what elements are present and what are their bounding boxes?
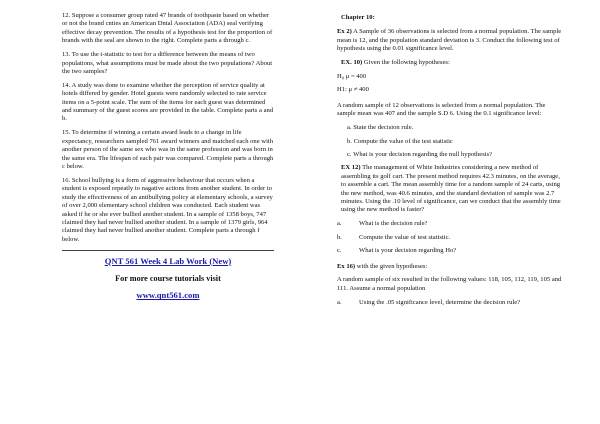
question-12: 12. Suppose a consumer group rated 47 brands of toothpaste based on whether or not the brand cnties an American Dntal Association (ADA) seal verifying effective decay prevention. The results of a hypothesis test for the proportion of brands with the seal are shown to the right. Complete parts a through c. bbox=[62, 12, 273, 45]
list-item bbox=[337, 234, 565, 242]
list-item-text: What is the decision rule? bbox=[359, 220, 428, 228]
tutorials-text: For more course tutorials visit bbox=[115, 274, 221, 284]
course-link-title[interactable]: QNT 561 Week 4 Lab Work (New) bbox=[104, 255, 232, 266]
question-16: 16. School bullying is a form of aggressive behaviour that occurs when a student is exposed repeatly to nagative actions from another student. In order to study the effectiveness of an antibullying policy at elementary schools, a survey of over 2,000 elementary school children was conducted. Each student was asked if he or she ever bullied another student. In a sample of 1358 boys, 747 claimed they had never bullied another student. In a sample of 1379 girls, 964 claimed they had never bullied another student. Complete parts a through f below. bbox=[62, 176, 273, 243]
list-item bbox=[337, 247, 565, 255]
null-hypothesis: H₀ μ = 400 bbox=[337, 73, 367, 81]
exercise-16-heading bbox=[337, 263, 565, 271]
list-item-label: c. bbox=[337, 247, 342, 255]
exercise-12-parts bbox=[337, 220, 565, 255]
list-item-label: a. bbox=[337, 220, 342, 228]
exercise-16-text: with the given hypotheses: bbox=[355, 262, 428, 270]
list-item bbox=[337, 220, 565, 228]
website-link[interactable]: www.qnt561.com bbox=[136, 290, 200, 301]
right-column bbox=[337, 12, 565, 312]
exercise-12-label: EX 12) bbox=[341, 164, 361, 172]
section-divider bbox=[62, 250, 274, 251]
list-item: a. State the decision rule. bbox=[347, 124, 414, 132]
exercise-16-body: A random sample of six resulted in the following values: 118, 105, 112, 119, 105 and 111. Assume a normal population bbox=[337, 276, 562, 292]
list-item: b. Compute the value of the test statistic bbox=[347, 137, 453, 145]
question-13: 13. To use the t-statistic to test for a difference between the means of two populations, what assumptions must be made about the two populations? About the two samples? bbox=[62, 51, 273, 75]
exercise-2 bbox=[337, 28, 565, 53]
chapter-heading: Chapter 10: bbox=[341, 14, 375, 21]
exercise-10-label: EX. 10) bbox=[341, 59, 363, 67]
exercise-10-parts bbox=[337, 124, 565, 159]
list-item bbox=[337, 299, 565, 307]
left-column bbox=[62, 12, 274, 300]
list-item-text: What is your decision regarding Ho? bbox=[359, 247, 457, 255]
question-14: 14. A study was done to examine whether the perception of service quality at hotels differed by gender. Hotel guests were randomly selected to rate service items on a 5-point scale. The sum of the items for each guest was determined and summary of the guest scores are provided in the table. Complete parts a and b. bbox=[62, 81, 274, 123]
exercise-10-text: Given the following hypotheses: bbox=[362, 59, 450, 67]
exercise-16-label: Ex 16) bbox=[337, 262, 356, 270]
list-item-text: Using the .05 significance level, determine the decision rule? bbox=[359, 298, 521, 306]
exercise-12-text: The management of White Industries considering a new method of assembling its golf cart. The present method requires 42.3 minutes, on the average, to assemble a cart. The mean assembly time for a random sample of 24 carts, using the new method, was 40.6 minutes, and the standard deviation of sample was 2.7 minutes. Using the .10 level of significance, can we conduct that the assembly time using the new method is faster? bbox=[341, 164, 561, 214]
question-15: 15. To determine if winning a certain award leads to a change in life expectancy, researchers sampled 761 award winners and matched each one with another person of the same sex who was in the same profession and was born in the same era. The lifespan of each pair was compared. Complete parts a through c below. bbox=[62, 129, 274, 170]
alternative-hypothesis: H1: μ ≠ 400 bbox=[337, 86, 369, 94]
exercise-2-label: Ex 2) bbox=[337, 28, 352, 36]
exercise-12 bbox=[341, 164, 565, 214]
exercise-10-body: A random sample of 12 observations is selected from a normal population. The sample mean was 407 and the sample S.D 6. Using the 0.1 significance level: bbox=[337, 101, 546, 118]
list-item-label: a. bbox=[337, 298, 342, 306]
exercise-2-text: A Sample of 36 observations is selected from a normal population. The sample mean is 12, and the population standard deviation is 3. Conduct the following test of hypothesis using the 0.01 significance level. bbox=[337, 28, 562, 53]
exercise-16-parts bbox=[337, 299, 565, 307]
list-item-text: Compute the value of test statistic. bbox=[359, 233, 451, 241]
list-item: c. What is your decision regarding the null hypothesis? bbox=[347, 150, 493, 158]
list-item-label: b. bbox=[337, 233, 342, 241]
exercise-10-heading bbox=[341, 59, 565, 67]
